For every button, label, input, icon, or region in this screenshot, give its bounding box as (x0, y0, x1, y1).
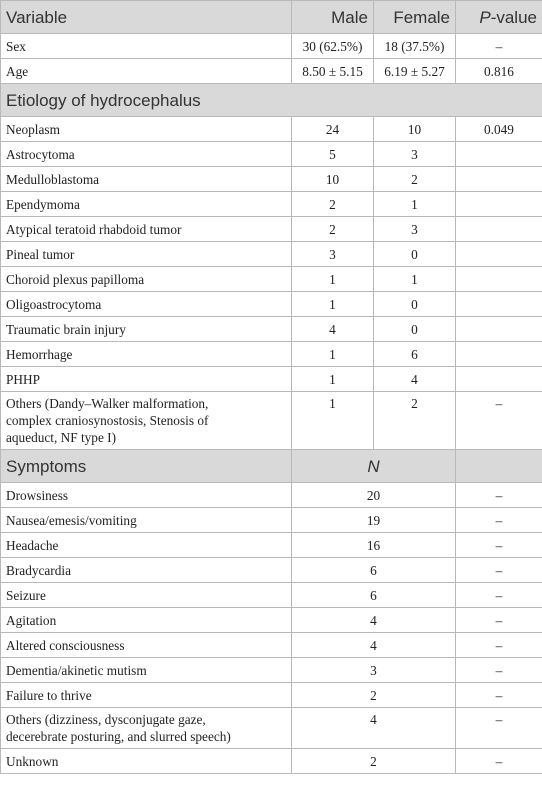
header-male: Male (292, 1, 374, 34)
female-value: 2 (374, 167, 456, 192)
male-value: 2 (292, 192, 374, 217)
p-value (456, 292, 542, 317)
n-value: 4 (292, 708, 456, 749)
row-label: Bradycardia (1, 558, 292, 583)
row-label: Ependymoma (1, 192, 292, 217)
p-value (456, 367, 542, 392)
row-label: Headache (1, 533, 292, 558)
table-row (1, 192, 542, 217)
male-value: 5 (292, 142, 374, 167)
p-value: – (456, 633, 542, 658)
n-value: 6 (292, 583, 456, 608)
table-row (1, 367, 542, 392)
table-row (1, 683, 542, 708)
p-value: – (456, 483, 542, 508)
row-label: Oligoastrocytoma (1, 292, 292, 317)
female-value: 0 (374, 317, 456, 342)
n-value: 6 (292, 558, 456, 583)
table-row (1, 317, 542, 342)
female-value: 6.19 ± 5.27 (374, 59, 456, 84)
label-line: decerebrate posturing, and slurred speech) (6, 729, 231, 744)
p-value (456, 192, 542, 217)
row-label: Hemorrhage (1, 342, 292, 367)
table-row (1, 583, 542, 608)
male-value: 1 (292, 367, 374, 392)
table-row (1, 749, 542, 774)
row-label: Neoplasm (1, 117, 292, 142)
p-value: – (456, 658, 542, 683)
p-value (456, 217, 542, 242)
header-p-value (456, 1, 542, 34)
male-value: 1 (292, 392, 374, 450)
section-header-etiology (1, 84, 542, 117)
table-row (1, 508, 542, 533)
female-value: 10 (374, 117, 456, 142)
header-n-label: N (367, 456, 380, 476)
p-value (456, 142, 542, 167)
section-header-symptoms (1, 450, 542, 483)
row-label: Astrocytoma (1, 142, 292, 167)
header-variable: Variable (1, 1, 292, 34)
row-label: Sex (1, 34, 292, 59)
male-value: 24 (292, 117, 374, 142)
table-row (1, 117, 542, 142)
male-value: 30 (62.5%) (292, 34, 374, 59)
n-value: 4 (292, 633, 456, 658)
n-value: 3 (292, 658, 456, 683)
row-label: Choroid plexus papilloma (1, 267, 292, 292)
table-row (1, 167, 542, 192)
row-label: Dementia/akinetic mutism (1, 658, 292, 683)
row-label: Pineal tumor (1, 242, 292, 267)
header-empty (456, 450, 542, 483)
table-row (1, 242, 542, 267)
row-label: Drowsiness (1, 483, 292, 508)
p-value: – (456, 34, 542, 59)
table-row-others-symptoms (1, 708, 542, 749)
n-value: 20 (292, 483, 456, 508)
p-value: 0.816 (456, 59, 542, 84)
n-value: 4 (292, 608, 456, 633)
table-body (1, 34, 542, 774)
p-value (456, 317, 542, 342)
female-value: 3 (374, 217, 456, 242)
row-label: Altered consciousness (1, 633, 292, 658)
table-row (1, 558, 542, 583)
p-value (456, 267, 542, 292)
male-value: 2 (292, 217, 374, 242)
p-value: – (456, 533, 542, 558)
p-value: – (456, 708, 542, 749)
table-header-row (1, 1, 542, 34)
table-row (1, 34, 542, 59)
p-value: – (456, 749, 542, 774)
row-label: Failure to thrive (1, 683, 292, 708)
n-value: 16 (292, 533, 456, 558)
row-label: Nausea/emesis/vomiting (1, 508, 292, 533)
female-value: 2 (374, 392, 456, 450)
table-row (1, 292, 542, 317)
row-label: Unknown (1, 749, 292, 774)
female-value: 1 (374, 267, 456, 292)
p-value (456, 342, 542, 367)
table-row (1, 217, 542, 242)
male-value: 3 (292, 242, 374, 267)
p-value: 0.049 (456, 117, 542, 142)
male-value: 4 (292, 317, 374, 342)
table-row (1, 608, 542, 633)
table-row (1, 533, 542, 558)
label-line: Others (dizziness, dysconjugate gaze, (6, 712, 206, 727)
table-row (1, 267, 542, 292)
p-value: – (456, 558, 542, 583)
row-label: Medulloblastoma (1, 167, 292, 192)
table-row (1, 483, 542, 508)
n-value: 19 (292, 508, 456, 533)
label-line: complex craniosynostosis, Stenosis of (6, 413, 209, 428)
male-value: 1 (292, 342, 374, 367)
row-label: Agitation (1, 608, 292, 633)
female-value: 6 (374, 342, 456, 367)
female-value: 0 (374, 292, 456, 317)
row-label (1, 708, 292, 749)
table-row (1, 342, 542, 367)
male-value: 10 (292, 167, 374, 192)
section-title-etiology: Etiology of hydrocephalus (1, 84, 542, 117)
p-value: – (456, 508, 542, 533)
male-value: 1 (292, 267, 374, 292)
table-row (1, 633, 542, 658)
p-value (456, 242, 542, 267)
female-value: 18 (37.5%) (374, 34, 456, 59)
table-row-others-etiology (1, 392, 542, 450)
table-row (1, 658, 542, 683)
label-line: aqueduct, NF type I) (6, 430, 117, 445)
row-label: Seizure (1, 583, 292, 608)
header-female: Female (374, 1, 456, 34)
section-title-symptoms: Symptoms (1, 450, 292, 483)
row-label: Atypical teratoid rhabdoid tumor (1, 217, 292, 242)
p-value: – (456, 583, 542, 608)
female-value: 0 (374, 242, 456, 267)
table-row (1, 142, 542, 167)
p-value: – (456, 608, 542, 633)
female-value: 3 (374, 142, 456, 167)
n-value: 2 (292, 749, 456, 774)
row-label: Age (1, 59, 292, 84)
p-value: – (456, 683, 542, 708)
header-p-rest: -value (490, 7, 537, 27)
row-label: Traumatic brain injury (1, 317, 292, 342)
female-value: 1 (374, 192, 456, 217)
table-row (1, 59, 542, 84)
p-value: – (456, 392, 542, 450)
header-n (292, 450, 456, 483)
n-value: 2 (292, 683, 456, 708)
label-line: Others (Dandy–Walker malformation, (6, 396, 209, 411)
row-label (1, 392, 292, 450)
male-value: 1 (292, 292, 374, 317)
male-value: 8.50 ± 5.15 (292, 59, 374, 84)
row-label: PHHP (1, 367, 292, 392)
female-value: 4 (374, 367, 456, 392)
p-value (456, 167, 542, 192)
header-p-italic: P (479, 7, 491, 27)
